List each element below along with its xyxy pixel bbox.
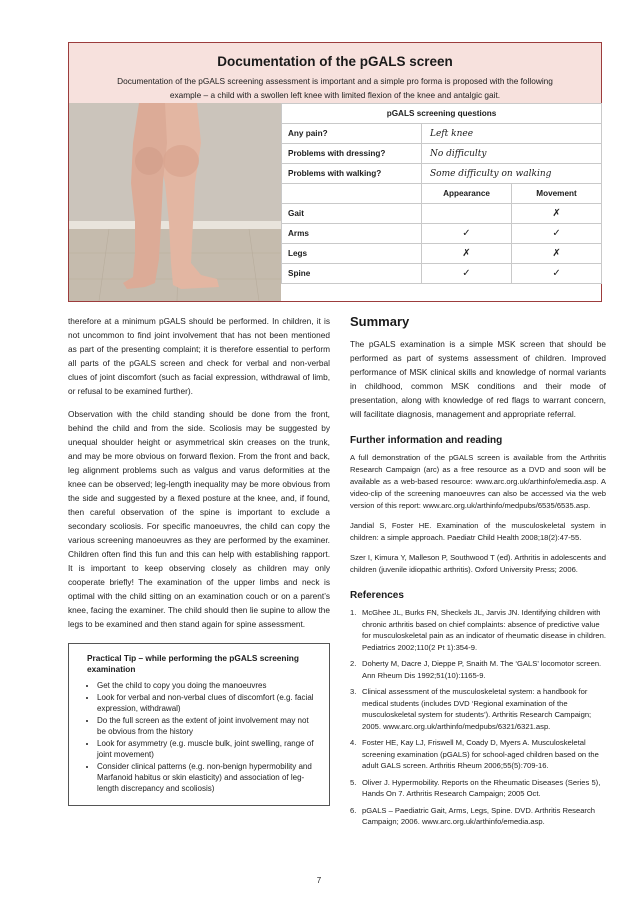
reference-item [350,777,606,800]
list-item: • Do the full screen as the extent of joint involvement may not be obvious from the history [97,715,319,737]
page-number: 7 [316,876,322,885]
reference-text: Clinical assessment of the musculoskeletal system: a handbook for medical students (includes DVD ‘Regional examination of the musculoskeletal system for students’). Arthritis Research Campaign; 2005. www.arc.org.uk/arthinfo/medpubs/6321/6321.asp. [362,687,592,731]
further-item: A full demonstration of the pGALS screen is available from the Arthritis Research Campaign (arc) as a free resource as a DVD and soon will be available as a web-based resource: www.arc.org.uk/arthinfo/emedia.asp. A video-clip of the screening manoeuvres can also be accessed via the web version of this report: www.arc.org.uk/arthinfo/medpubs/6535/6535.asp. [350,453,606,510]
list-item: • Look for verbal and non-verbal clues of discomfort (e.g. facial expression, withdrawal) [97,692,319,714]
table-row [282,144,602,164]
reference-text: Doherty M, Dacre J, Dieppe P, Snaith M. The ‘GALS’ locomotor screen. Ann Rheum Dis 1992;51(10):1165-9. [362,659,602,680]
appearance-mark: ✗ [422,244,512,264]
reference-number: 1. [350,608,357,617]
question-answer: Left knee [422,124,602,144]
reference-number: 4. [350,738,357,747]
reference-item [350,737,606,772]
references-list [350,607,606,828]
reference-number: 5. [350,777,357,787]
empty-header-cell [282,184,422,204]
box-intro: Documentation of the pGALS screening assessment is important and a simple pro forma is proposed with the following example – a child with a swollen left knee with limited flexion of the knee and antalgic gait. [117,76,553,100]
references-heading: References [350,590,404,601]
reference-item [350,686,606,732]
tip-list [87,680,319,794]
row-label: Spine [282,264,422,284]
question-answer: No difficulty [422,144,602,164]
reference-text: Oliver J. Hypermobility. Reports on the Rheumatic Diseases (Series 5), Hands On 7. Arthritis Research Campaign; 2005 Oct. [362,777,601,798]
question-label: Problems with walking? [282,164,422,184]
reference-text: pGALS – Paediatric Gait, Arms, Legs, Spine. DVD. Arthritis Research Campaign; 2006. www.arc.org.uk/arthinfo/emedia.asp. [362,805,595,826]
child-legs-photo [69,103,281,301]
child-legs-illustration [69,103,281,301]
movement-mark: ✗ [512,244,602,264]
tip-title: Practical Tip – while performing the pGALS screening examination [87,653,299,674]
col-movement: Movement [512,184,602,204]
row-label: Arms [282,224,422,244]
appearance-mark [422,204,512,224]
pgals-questions-table [281,103,602,284]
movement-mark: ✓ [512,224,602,244]
appearance-mark: ✓ [422,264,512,284]
reference-text: McGhee JL, Burks FN, Sheckels JL, Jarvis JN. Identifying children with chronic arthritis based on chief complaints: absence of predictive value for musculoskeletal pain as an indicator of rheumatic disease in children. Pediatrics 2002;110(2 Pt 1):354-9. [362,608,606,652]
movement-mark: ✗ [512,204,602,224]
left-column [68,314,330,806]
row-label: Gait [282,204,422,224]
movement-mark: ✓ [512,264,602,284]
table-title-row [282,104,602,124]
body-paragraph: therefore at a minimum pGALS should be performed. In children, it is not uncommon to find joint involvement that has not been mentioned as part of the presenting complaint; it is therefore essential to perform all parts of the pGALS screen and check for verbal and non-verbal clues of joint discomfort (such as facial expression, withdrawal of limb, or refusal to be examined further). [68,316,330,396]
question-label: Any pain? [282,124,422,144]
summary-paragraph: The pGALS examination is a simple MSK screen that should be performed as part of systems assessment of children. Improved performance of MSK clinical skills and knowledge of normal variants in childhood, common MSK conditions and their mode of presentation, along with knowledge of red flags to warrant concern, will facilitate diagnosis, management and appropriate referral. [350,339,606,419]
list-item: • Get the child to copy you doing the manoeuvres [97,680,319,691]
summary-heading: Summary [350,314,410,329]
further-item: Jandial S, Foster HE. Examination of the musculoskeletal system in children: a simple approach. Paediatr Child Health 2008;18(2):47-55. [350,521,606,542]
box-title: Documentation of the pGALS screen [217,54,453,69]
reference-item [350,805,606,828]
pgals-documentation-box [68,42,602,302]
row-label: Legs [282,244,422,264]
table-header-row [282,184,602,204]
reference-item [350,658,606,681]
appearance-mark: ✓ [422,224,512,244]
reference-item [350,607,606,653]
right-column [350,314,606,833]
reference-number: 2. [350,659,357,668]
further-item: Szer I, Kimura Y, Malleson P, Southwood T (ed). Arthritis in adolescents and children (juvenile idiopathic arthritis). Oxford University Press; 2006. [350,553,606,574]
list-item: • Consider clinical patterns (e.g. non-benign hypermobility and Marfanoid habitus or skin elasticity) and association of leg-length discrepancy and scoliosis) [97,761,319,794]
table-row [282,264,602,284]
table-row [282,224,602,244]
table-row [282,124,602,144]
reference-number: 6. [350,805,357,815]
reference-text: Foster HE, Kay LJ, Friswell M, Coady D, Myers A. Musculoskeletal screening examination (pGALS) for school-aged children based on the adult GALS screen. Arthritis Rheum 2006;55(5):709-16. [362,738,599,770]
further-reading-heading: Further information and reading [350,435,503,446]
table-row [282,164,602,184]
practical-tip-box [68,643,330,806]
question-label: Problems with dressing? [282,144,422,164]
table-row [282,244,602,264]
col-appearance: Appearance [422,184,512,204]
table-title: pGALS screening questions [282,104,602,124]
list-item: • Look for asymmetry (e.g. muscle bulk, joint swelling, range of joint movement) [97,738,319,760]
body-paragraph: Observation with the child standing should be done from the front, behind the child and from the side. Scoliosis may be suggested by unequal shoulder height or asymmetrical skin creases on the trunk, and may be more obvious on forward flexion. From the front and back, leg alignment problems such as valgus and varus deformities at the knee can be observed; leg-length inequality may be more obvious from the side and suggested by a flexed posture at the knee, and, if found, then careful observation of the spine is important to exclude a secondary scoliosis. For specific manoeuvres, the child can copy the various screening manoeuvres as they are performed by the examiner. Children often find this fun and this can help with establishing rapport. It is important to keep observing closely as children may only cooperate briefly! The examination of the upper limbs and neck is optimal with the child sitting on an examination couch or on a parent’s knee, facing the examiner. The child should then lie supine to allow the legs to be examined and then stand again for spine assessment. [68,409,330,629]
question-answer: Some difficulty on walking [422,164,602,184]
table-row [282,204,602,224]
reference-number: 3. [350,687,357,696]
box-header [69,43,601,104]
